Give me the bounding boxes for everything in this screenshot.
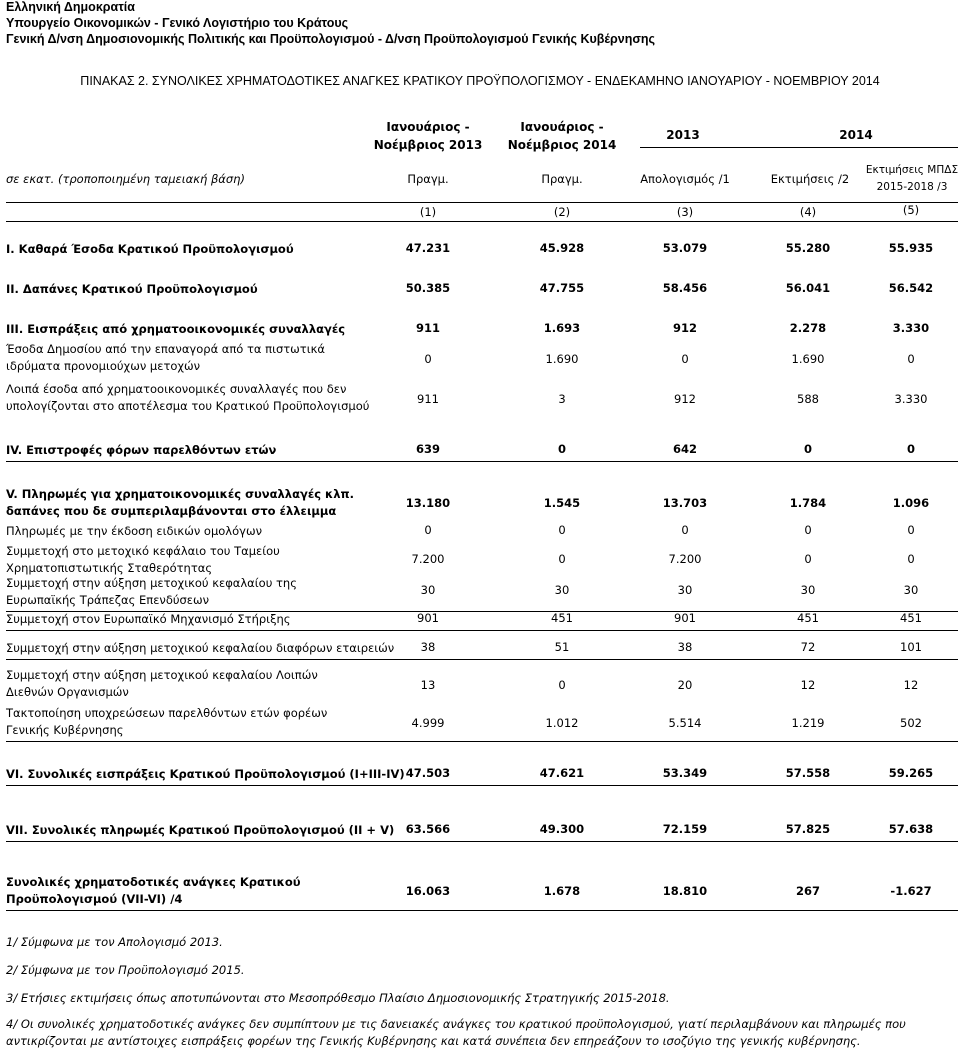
row-value-col3: 58.456 (662, 281, 708, 295)
row-value-col1: 639 (415, 442, 440, 456)
row-value-col1: 7.200 (411, 552, 445, 566)
row-value-col2: 0 (557, 442, 566, 456)
row-value-col2: 1.693 (543, 321, 581, 335)
row-value-col3: 901 (674, 611, 696, 625)
row-value-col1: 0 (424, 352, 432, 366)
row-value-col4: 30 (800, 583, 816, 597)
row-value-col2: 1.678 (543, 884, 581, 898)
row-label: ΙΙ. Δαπάνες Κρατικού Προϋπολογισμού (6, 282, 258, 296)
row-value-col5: 12 (903, 678, 919, 692)
row-value-col1: 901 (417, 611, 439, 625)
row-value-col4: 0 (804, 523, 812, 537)
row-value-col4: 55.280 (785, 241, 831, 255)
row-value-col5: 451 (900, 611, 922, 625)
row-value-col5: 0 (906, 442, 915, 456)
footnote-4: 4/ Οι συνολικές χρηματοδοτικές ανάγκες δεν συμπίπτουν με τις δανειακές ανάγκες του κρατικού προϋπολογισμού, γιατί περιλαμβάνουν και πληρωμές που αντικρίζονται με αντίστοιχες εισπράξεις φορέων της Γενικής Κυβέρνησης και κατά συνέπεια δεν επηρεάζουν το ισοζύγιο της γενικής κυβέρνησης. (6, 1017, 906, 1048)
row-value-col3: 0 (681, 352, 689, 366)
header-rule-2 (6, 221, 958, 222)
col-header-jan-nov-2013-l2: Νοέμβριος 2013 (373, 138, 483, 152)
row-value-col4: 57.558 (785, 766, 831, 780)
sub-header-2: Πραγμ. (541, 172, 583, 186)
row-value-col5: 0 (907, 523, 915, 537)
row-value-col5: 59.265 (888, 766, 934, 780)
footnote-1: 1/ Σύμφωνα με τον Απολογισμό 2013. (6, 935, 223, 949)
row-value-col5: -1.627 (890, 884, 932, 898)
row-value-col1: 13 (420, 678, 436, 692)
row-value-col3: 30 (677, 583, 693, 597)
row-value-col1: 4.999 (411, 716, 445, 730)
row-value-col5: 0 (907, 552, 915, 566)
row-value-col3: 642 (672, 442, 697, 456)
row-value-col1: 16.063 (405, 884, 451, 898)
col-number-5: (5) (902, 203, 920, 217)
sub-header-3: Απολογισμός /1 (640, 172, 730, 186)
row-label: Τακτοποίηση υποχρεώσεων παρελθόντων ετών φορέων Γενικής Κυβέρνησης (6, 706, 328, 737)
row-value-col2: 1.545 (543, 496, 581, 510)
row-value-col3: 912 (672, 321, 697, 335)
row-value-col1: 911 (415, 321, 440, 335)
row-value-col5: 57.638 (888, 822, 934, 836)
row-value-col5: 56.542 (888, 281, 934, 295)
row-value-col1: 38 (420, 640, 436, 654)
row-label: Συμμετοχή στην αύξηση μετοχικού κεφαλαίου της Ευρωπαϊκής Τράπεζας Επενδύσεων (6, 576, 297, 607)
row-value-col5: 0 (907, 352, 915, 366)
row-value-col1: 63.566 (405, 822, 451, 836)
row-value-col2: 0 (558, 552, 566, 566)
row-divider (6, 630, 958, 631)
row-divider (6, 659, 958, 660)
row-value-col1: 911 (417, 392, 439, 406)
row-divider (6, 910, 958, 911)
row-value-col2: 45.928 (539, 241, 585, 255)
sub-header-5-line2: 2015-2018 /3 (876, 181, 948, 193)
row-value-col1: 47.503 (405, 766, 451, 780)
row-value-col3: 18.810 (662, 884, 708, 898)
row-value-col4: 56.041 (785, 281, 831, 295)
col-header-jan-nov-2013-l1: Ιανουάριος - (386, 120, 470, 134)
row-value-col3: 53.079 (662, 241, 708, 255)
department-name: Γενική Δ/νση Δημοσιονομικής Πολιτικής και Προϋπολογισμού - Δ/νση Προϋπολογισμού Γενικής Κυβέρνησης (6, 32, 656, 46)
sub-header-1: Πραγμ. (407, 172, 449, 186)
col-header-jan-nov-2014 (502, 118, 622, 154)
row-value-col3: 7.200 (668, 552, 702, 566)
row-value-col4: 1.784 (789, 496, 827, 510)
col-header-jan-nov-2013 (368, 118, 488, 154)
row-divider (6, 461, 958, 462)
row-value-col5: 55.935 (888, 241, 934, 255)
col-number-4: (4) (799, 205, 817, 219)
row-value-col2: 3 (558, 392, 566, 406)
row-divider (6, 785, 958, 786)
row-value-col5: 30 (903, 583, 919, 597)
footnote-2: 2/ Σύμφωνα με τον Προϋπολογισμό 2015. (6, 963, 245, 977)
row-value-col2: 1.690 (545, 352, 579, 366)
row-value-col2: 47.621 (539, 766, 585, 780)
row-value-col1: 30 (420, 583, 436, 597)
row-value-col3: 0 (681, 523, 689, 537)
row-label: Συμμετοχή στην αύξηση μετοχικού κεφαλαίου Λοιπών Διεθνών Οργανισμών (6, 668, 318, 699)
row-value-col5: 1.096 (892, 496, 930, 510)
row-label: VI. Συνολικές εισπράξεις Κρατικού Προϋπολογισμού (Ι+ΙΙΙ-IV) (6, 767, 405, 781)
row-label: Συμμετοχή στον Ευρωπαϊκό Μηχανισμό Στήριξης (6, 612, 291, 626)
row-value-col5: 502 (900, 716, 922, 730)
row-value-col4: 57.825 (785, 822, 831, 836)
row-label: VII. Συνολικές πληρωμές Κρατικού Προϋπολογισμού (ΙΙ + V) (6, 823, 395, 837)
row-value-col1: 13.180 (405, 496, 451, 510)
header-divider (640, 147, 958, 148)
row-label: Ι. Καθαρά Έσοδα Κρατικού Προϋπολογισμού (6, 242, 294, 256)
row-label: IV. Επιστροφές φόρων παρελθόντων ετών (6, 443, 277, 457)
units-label: σε εκατ. (τροποποιημένη ταμειακή βάση) (6, 172, 245, 186)
col-header-2013: 2013 (666, 128, 700, 142)
country-name: Ελληνική Δημοκρατία (6, 0, 135, 14)
row-value-col4: 267 (795, 884, 820, 898)
row-value-col2: 47.755 (539, 281, 585, 295)
col-number-2: (2) (553, 205, 571, 219)
row-label: Έσοδα Δημοσίου από την επαναγορά από τα πιστωτικά ιδρύματα προνομιούχων μετοχών (6, 342, 325, 373)
ministry-name: Υπουργείο Οικονομικών - Γενικό Λογιστήριο του Κράτους (6, 16, 349, 30)
row-value-col4: 588 (797, 392, 819, 406)
col-header-2014: 2014 (839, 128, 873, 142)
table-title: ΠΙΝΑΚΑΣ 2. ΣΥΝΟΛΙΚΕΣ ΧΡΗΜΑΤΟΔΟΤΙΚΕΣ ΑΝΑΓΚΕΣ ΚΡΑΤΙΚΟΥ ΠΡΟΫΠΟΛΟΓΙΣΜΟΥ - ΕΝΔΕΚΑΜΗΝΟ ΙΑΝΟΥΑΡΙΟΥ - ΝΟΕΜΒΡΙΟΥ 2014 (80, 74, 880, 88)
row-value-col4: 72 (800, 640, 816, 654)
row-label: ΙΙΙ. Εισπράξεις από χρηματοοικονομικές συναλλαγές (6, 322, 346, 336)
row-label: Λοιπά έσοδα από χρηματοοικονομικές συναλλαγές που δεν υπολογίζονται στο αποτέλεσμα του Κρατικού Προϋπολογισμού (6, 382, 370, 413)
row-value-col5: 3.330 (892, 321, 930, 335)
row-label: Συμμετοχή στο μετοχικό κεφάλαιο του Ταμείου Χρηματοπιστωτικής Σταθερότητας (6, 544, 280, 575)
row-label: V. Πληρωμές για χρηματοικονομικές συναλλαγές κλπ. δαπάνες που δε συμπεριλαμβάνονται στο έλλειμμα (6, 487, 354, 518)
row-value-col4: 0 (804, 552, 812, 566)
row-value-col5: 3.330 (894, 392, 928, 406)
row-value-col4: 1.219 (791, 716, 825, 730)
row-label: Συνολικές χρηματοδοτικές ανάγκες Κρατικού Προϋπολογισμού (VII-VI) /4 (6, 875, 301, 906)
row-value-col3: 13.703 (662, 496, 708, 510)
sub-header-4: Εκτιμήσεις /2 (770, 172, 850, 186)
row-value-col3: 5.514 (668, 716, 702, 730)
row-value-col2: 1.012 (545, 716, 579, 730)
row-value-col3: 38 (677, 640, 693, 654)
row-value-col2: 49.300 (539, 822, 585, 836)
row-value-col2: 0 (558, 678, 566, 692)
row-value-col5: 101 (900, 640, 922, 654)
sub-header-5-line1: Εκτιμήσεις ΜΠΔΣ (865, 164, 959, 176)
row-value-col1: 50.385 (405, 281, 451, 295)
row-value-col1: 0 (424, 523, 432, 537)
row-value-col3: 72.159 (662, 822, 708, 836)
row-value-col4: 2.278 (789, 321, 827, 335)
row-value-col4: 1.690 (791, 352, 825, 366)
col-header-jan-nov-2014-l2: Νοέμβριος 2014 (507, 138, 617, 152)
row-value-col3: 912 (674, 392, 696, 406)
row-value-col2: 0 (558, 523, 566, 537)
header-rule-1 (6, 202, 958, 203)
col-number-3: (3) (676, 205, 694, 219)
row-label: Πληρωμές με την έκδοση ειδικών ομολόγων (6, 524, 262, 538)
col-number-1: (1) (419, 205, 437, 219)
row-value-col3: 20 (677, 678, 693, 692)
row-value-col4: 0 (803, 442, 812, 456)
row-value-col1: 47.231 (405, 241, 451, 255)
row-value-col2: 30 (554, 583, 570, 597)
row-value-col4: 12 (800, 678, 816, 692)
row-divider (6, 841, 958, 842)
row-value-col2: 451 (551, 611, 573, 625)
row-label: Συμμετοχή στην αύξηση μετοχικού κεφαλαίου διαφόρων εταιρειών (6, 641, 395, 655)
row-divider (6, 741, 958, 742)
row-value-col3: 53.349 (662, 766, 708, 780)
row-value-col2: 51 (554, 640, 570, 654)
col-header-jan-nov-2014-l1: Ιανουάριος - (520, 120, 604, 134)
row-value-col4: 451 (797, 611, 819, 625)
footnote-3: 3/ Ετήσιες εκτιμήσεις όπως αποτυπώνονται στο Μεσοπρόθεσμο Πλαίσιο Δημοσιονομικής Στρατηγικής 2015-2018. (6, 991, 670, 1005)
